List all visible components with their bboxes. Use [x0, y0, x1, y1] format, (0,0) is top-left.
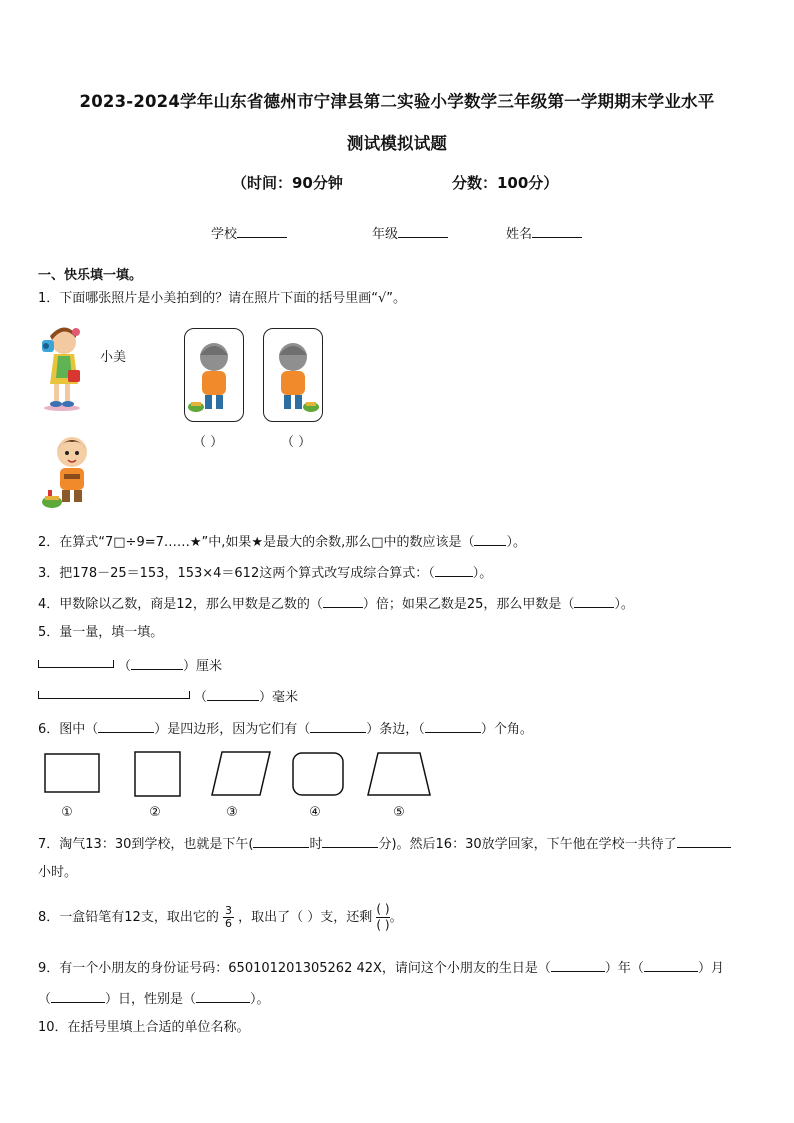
question-4-part3: ）。 — [614, 597, 634, 612]
boy-back-icon — [185, 329, 243, 421]
answer-paren-1[interactable]: （ ） — [193, 435, 224, 450]
question-6-part2: ）是四边形，因为它们有（ — [154, 722, 311, 737]
q9-blank-gender[interactable] — [196, 989, 250, 1003]
name-field[interactable] — [506, 223, 582, 242]
q9-blank-month[interactable] — [644, 958, 698, 972]
question-2-text: 2．在算式“7□÷9=7……★”中,如果★是最大的余数,那么□中的数应该是（ — [38, 535, 475, 550]
grade-blank[interactable] — [398, 223, 448, 238]
q3-answer-blank[interactable] — [435, 563, 473, 577]
q6-blank-2[interactable] — [310, 719, 366, 733]
fraction-blank-top[interactable]: ( ) — [376, 902, 390, 916]
question-8-part1: 8．一盒铅笔有12支，取出它的 — [38, 910, 219, 925]
girl-label: 小美 — [100, 350, 127, 365]
question-3-end: ）。 — [472, 566, 493, 581]
q5-blank-1[interactable] — [131, 656, 183, 670]
boy-illustration — [40, 430, 96, 512]
question-9-part2: ）年（ — [604, 961, 644, 976]
quadrilateral-shapes — [40, 748, 440, 798]
name-label: 姓名 — [506, 227, 533, 242]
question-7-line2: 小时。 — [38, 865, 78, 880]
line-segment-short — [38, 660, 114, 668]
question-7-part2: 时 — [309, 837, 323, 852]
q7-blank-duration[interactable] — [677, 834, 731, 848]
fraction-blank-bottom[interactable]: ( ) — [376, 918, 390, 932]
school-label: 学校 — [211, 227, 238, 242]
shape-4-rounded-rect — [293, 753, 343, 795]
shape-label-4: ④ — [309, 805, 321, 820]
question-7-part1: 7．淘气13：30到学校，也就是下午( — [38, 837, 254, 852]
fraction-numerator: 3 — [224, 904, 232, 917]
question-6 — [38, 719, 533, 738]
shape-5-trapezoid — [368, 753, 430, 795]
q9-blank-year[interactable] — [551, 958, 605, 972]
q4-blank-1[interactable] — [323, 594, 363, 608]
photo-option-2[interactable] — [263, 328, 323, 422]
boy-back-mirrored-icon — [264, 329, 322, 421]
shape-label-3: ③ — [226, 805, 238, 820]
exam-title-line2: 测试模拟试题 — [346, 134, 448, 153]
girl-illustration — [38, 322, 88, 412]
shape-label-1: ① — [61, 805, 73, 820]
question-5-text: 5．量一量，填一填。 — [38, 625, 164, 640]
q6-blank-3[interactable] — [425, 719, 481, 733]
question-4 — [38, 594, 634, 613]
q6-blank-1[interactable] — [98, 719, 154, 733]
question-7-part3: 分)。然后16：30放学回家，下午他在学校一共待了 — [378, 837, 677, 852]
q4-blank-2[interactable] — [574, 594, 614, 608]
question-9-line2 — [38, 989, 270, 1008]
question-4-part1: 4．甲数除以乙数，商是12，那么甲数是乙数的（ — [38, 597, 323, 612]
question-7 — [38, 834, 731, 853]
question-6-part3: ）条边，（ — [366, 722, 425, 737]
answer-paren-2[interactable]: （ ） — [281, 435, 312, 450]
question-6-part4: ）个角。 — [480, 722, 533, 737]
question-8-part2: ，取出了（ ）支，还剩 — [238, 910, 373, 925]
shape-1-rectangle — [45, 754, 99, 792]
exam-score: 分数：100分） — [452, 174, 559, 192]
photo-option-1[interactable] — [184, 328, 244, 422]
question-3 — [38, 563, 492, 582]
name-blank[interactable] — [532, 223, 582, 238]
question-2-end: ）。 — [506, 535, 526, 550]
question-4-part2: ）倍；如果乙数是25，那么甲数是（ — [362, 597, 575, 612]
question-6-part1: 6．图中（ — [38, 722, 99, 737]
section-title: 一、快乐填一填。 — [38, 268, 143, 283]
q5-row1 — [118, 656, 222, 675]
grade-label: 年级 — [372, 227, 399, 242]
question-9-part1: 9．有一个小朋友的身份证号码：650101201305262 42X，请问这个小朋友的生日是（ — [38, 961, 551, 976]
q5-row1-open: （ — [118, 659, 132, 674]
line-segment-long — [38, 691, 190, 699]
question-9-part3: ）月 — [697, 961, 724, 976]
q9-blank-day[interactable] — [51, 989, 105, 1003]
q5-row2-open: （ — [194, 690, 208, 705]
q5-row1-unit: ）厘米 — [183, 659, 223, 674]
shape-3-parallelogram — [212, 752, 270, 795]
question-9-line2-open: （ — [38, 992, 52, 1007]
question-1-text: 1．下面哪张照片是小美拍到的？请在照片下面的括号里画“√”。 — [38, 291, 407, 306]
shape-2-square — [135, 752, 180, 796]
q5-row2-unit: ）毫米 — [259, 690, 299, 705]
question-8 — [38, 902, 403, 933]
q7-blank-minute[interactable] — [322, 834, 378, 848]
question-9 — [38, 958, 724, 977]
question-9-line2-end: ）。 — [250, 992, 270, 1007]
shape-label-2: ② — [149, 805, 161, 820]
fraction-denominator: 6 — [224, 917, 232, 930]
q5-blank-2[interactable] — [207, 687, 259, 701]
remaining-fraction-blank[interactable] — [376, 902, 389, 933]
shape-label-5: ⑤ — [393, 805, 405, 820]
question-8-part3: 。 — [389, 910, 403, 925]
exam-time: （时间：90分钟 — [232, 174, 343, 192]
question-10-text: 10．在括号里填上合适的单位名称。 — [38, 1020, 250, 1035]
q7-blank-hour[interactable] — [253, 834, 309, 848]
school-blank[interactable] — [237, 223, 287, 238]
question-3-text: 3．把178－25＝153，153×4＝612这两个算式改写成综合算式：（ — [38, 566, 435, 581]
question-2 — [38, 532, 526, 551]
school-field[interactable] — [211, 223, 287, 242]
fraction-three-sixths — [223, 905, 234, 930]
grade-field[interactable] — [372, 223, 448, 242]
q5-row2 — [194, 687, 298, 706]
q2-answer-blank[interactable] — [474, 532, 506, 546]
exam-title-line1: 2023-2024学年山东省德州市宁津县第二实验小学数学三年级第一学期期末学业水平 — [79, 92, 715, 111]
question-9-line2-mid: ）日，性别是（ — [105, 992, 197, 1007]
